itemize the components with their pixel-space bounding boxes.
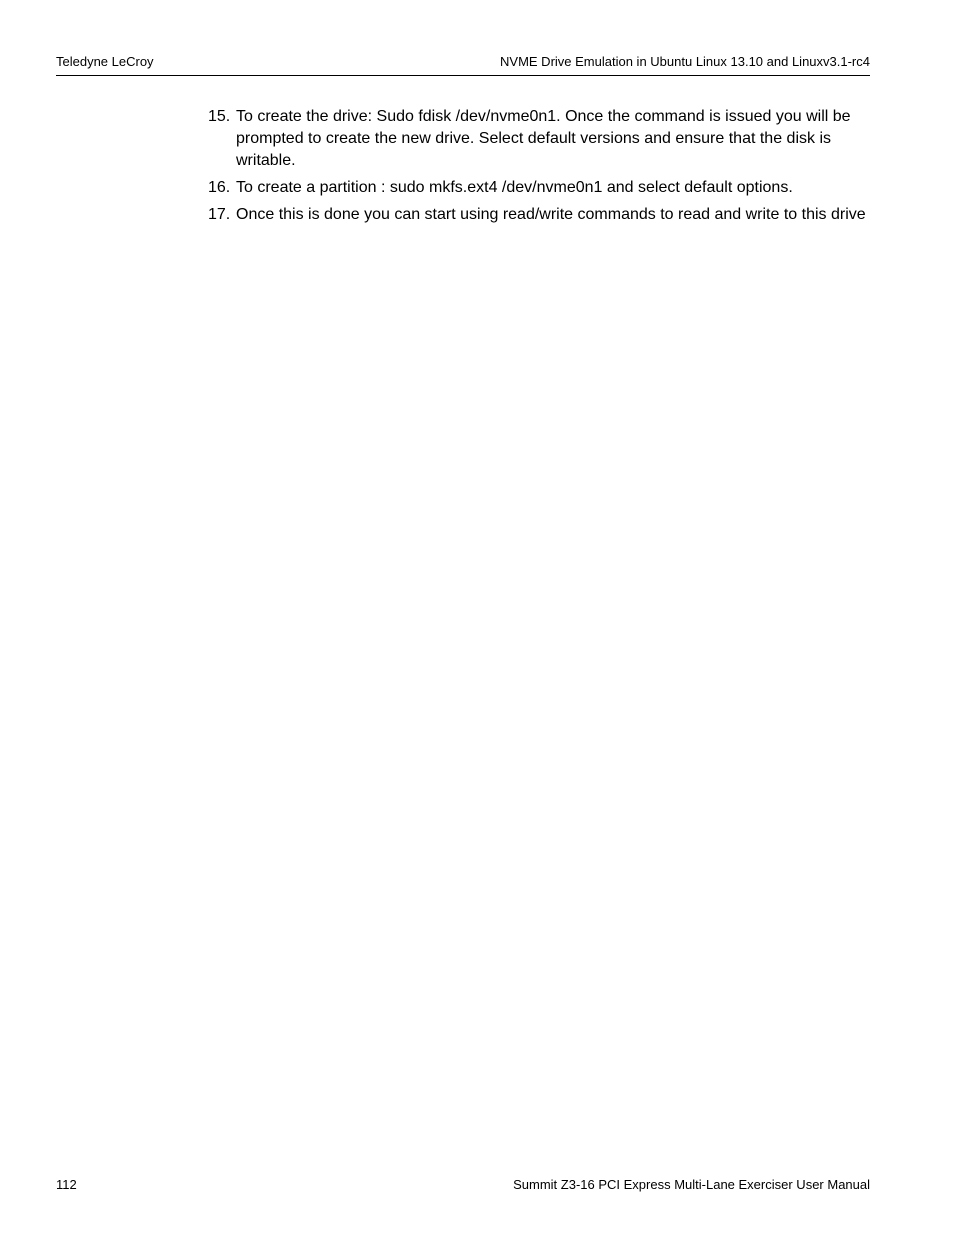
step-text: To create a partition : sudo mkfs.ext4 /dev/nvme0n1 and select default options. xyxy=(236,179,793,196)
header-company: Teledyne LeCroy xyxy=(56,54,154,69)
page-footer xyxy=(56,1176,870,1196)
page-number: 112 xyxy=(56,1177,77,1192)
step-text: Once this is done you can start using read/write commands to read and write to this drive xyxy=(236,206,866,223)
list-item xyxy=(208,106,870,172)
step-number: 17. xyxy=(208,206,231,223)
steps-list xyxy=(208,106,870,231)
header-section-title: NVME Drive Emulation in Ubuntu Linux 13.10 and Linuxv3.1-rc4 xyxy=(500,54,870,69)
list-item xyxy=(208,177,870,199)
list-item xyxy=(208,204,870,226)
page-header xyxy=(56,53,870,76)
step-number: 16. xyxy=(208,179,231,196)
manual-title: Summit Z3-16 PCI Express Multi-Lane Exerciser User Manual xyxy=(513,1177,870,1192)
step-number: 15. xyxy=(208,108,231,125)
step-text: To create the drive: Sudo fdisk /dev/nvme0n1. Once the command is issued you will be prompted to create the new drive. Select default versions and ensure that the disk is writable. xyxy=(236,108,851,169)
